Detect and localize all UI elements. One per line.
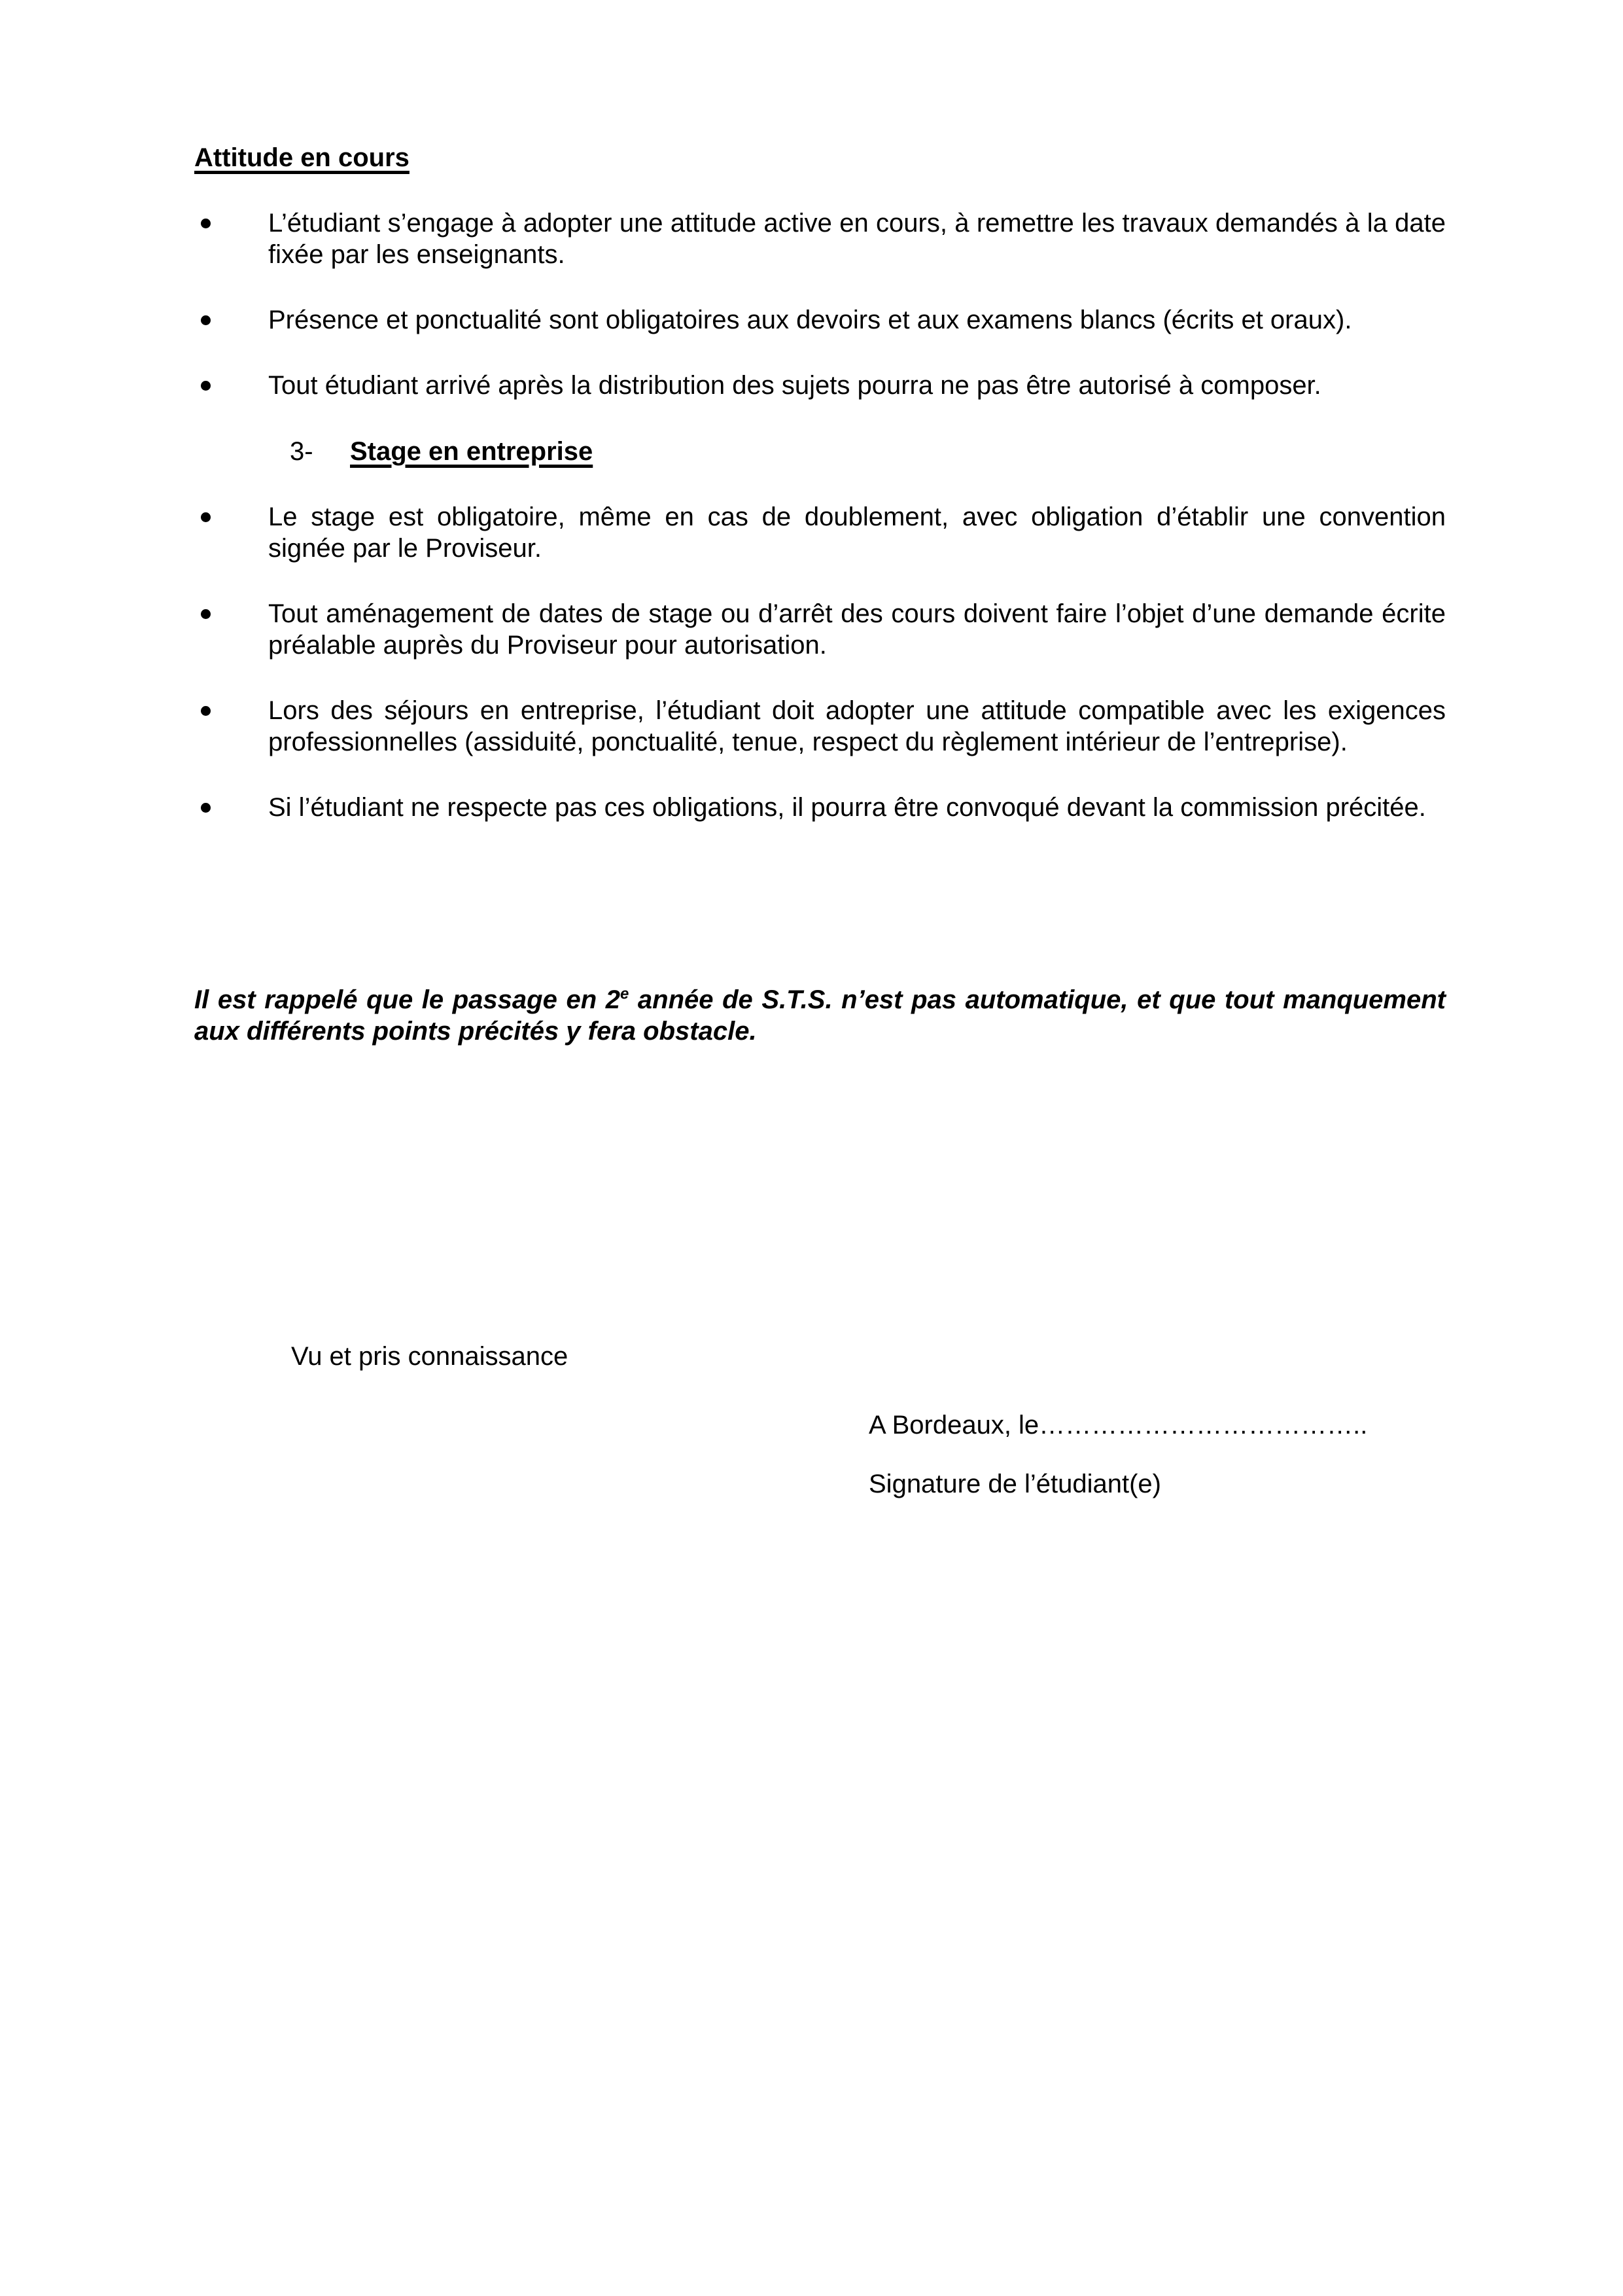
bullet-text: Tout aménagement de dates de stage ou d’arrêt des cours doivent faire l’objet d’une demande écrite préalable auprès du Proviseur pour autorisation. [268,599,1446,660]
notice-text-end: année de S.T.S. n’est pas automatique, et que tout manquement aux différents points précités y fera obstacle. [194,985,1446,1046]
section-stage-heading: Stage en entreprise [350,437,593,466]
bullet-text: Présence et ponctualité sont obligatoires aux devoirs et aux examens blancs (écrits et oraux). [268,306,1352,334]
bullet-text: Lors des séjours en entreprise, l’étudiant doit adopter une attitude compatible avec les exigences professionnelles (assiduité, ponctualité, tenue, respect du règlement intérieur de l’entreprise). [268,696,1446,756]
acknowledgement-text: Vu et pris connaissance [291,1342,568,1371]
bullet-text: Si l’étudiant ne respecte pas ces obligations, il pourra être convoqué devant la commission précitée. [268,793,1426,822]
list-item [194,370,1446,401]
bullet-icon [201,219,211,228]
bullet-text: Le stage est obligatoire, même en cas de doublement, avec obligation d’établir une convention signée par le Proviseur. [268,503,1446,563]
bullet-icon [201,315,211,325]
bullet-icon [201,706,211,716]
bullet-icon [201,609,211,619]
notice-text-start: Il est rappelé que le passage en 2 [194,985,620,1014]
section-number: 3- [290,437,313,466]
notice-superscript: e [620,985,629,1003]
section-attitude-heading: Attitude en cours [194,143,410,172]
attitude-bullet-list [194,207,1446,401]
list-item [194,695,1446,758]
bullet-icon [201,512,211,522]
bullet-text: L’étudiant s’engage à adopter une attitude active en cours, à remettre les travaux demandés à la date fixée par les enseignants. [268,209,1446,269]
notice-paragraph [194,984,1446,1047]
place-date-line: A Bordeaux, le……………………………….. [869,1411,1368,1439]
signature-line: Signature de l’étudiant(e) [869,1470,1161,1498]
page-content [194,142,1446,1500]
stage-bullet-list [194,501,1446,823]
bullet-icon [201,803,211,813]
section-stage-heading-row [194,436,1446,467]
list-item [194,598,1446,661]
bullet-icon [201,381,211,391]
bullet-text: Tout étudiant arrivé après la distribution des sujets pourra ne pas être autorisé à composer. [268,371,1321,400]
list-item [194,304,1446,336]
list-item [194,501,1446,564]
list-item [194,792,1446,823]
list-item [194,207,1446,270]
